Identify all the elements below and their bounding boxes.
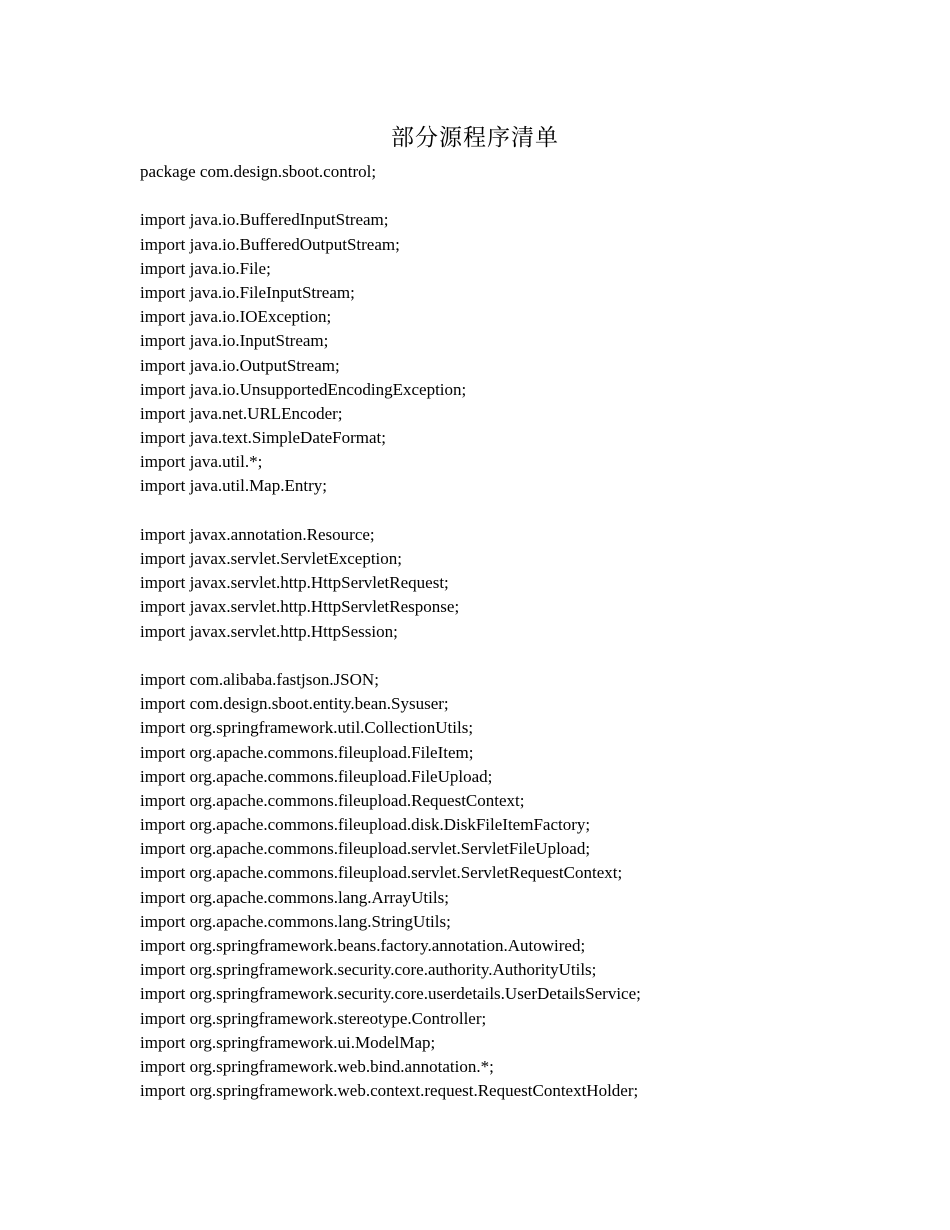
- code-line: package com.design.sboot.control;: [140, 162, 377, 181]
- code-line: import org.springframework.util.CollectionUtils;: [140, 718, 474, 738]
- code-line: import org.springframework.security.core.userdetails.UserDetailsService;: [140, 984, 641, 1004]
- code-line: import javax.servlet.http.HttpServletResponse;: [140, 597, 460, 617]
- code-line: import com.design.sboot.entity.bean.Sysuser;: [140, 694, 449, 714]
- code-line: import org.springframework.ui.ModelMap;: [140, 1032, 436, 1052]
- code-line: import org.springframework.web.context.request.RequestContextHolder;: [140, 1081, 639, 1101]
- code-line: import org.apache.commons.fileupload.RequestContext;: [140, 790, 525, 810]
- code-line: import org.springframework.stereotype.Controller;: [140, 1008, 487, 1028]
- code-line: import javax.annotation.Resource;: [140, 524, 375, 544]
- code-line: import com.alibaba.fastjson.JSON;: [140, 669, 379, 689]
- code-line: import java.io.FileInputStream;: [140, 282, 355, 302]
- code-line: import java.io.InputStream;: [140, 331, 329, 351]
- code-line: import java.util.*;: [140, 452, 263, 472]
- code-line: import org.springframework.web.bind.annotation.*;: [140, 1056, 494, 1076]
- code-line: import javax.servlet.ServletException;: [140, 549, 403, 568]
- code-line: import java.io.IOException;: [140, 307, 332, 327]
- code-line: import java.text.SimpleDateFormat;: [140, 428, 386, 448]
- code-line: import java.io.UnsupportedEncodingException;: [140, 379, 467, 399]
- blank-line: [140, 499, 920, 523]
- code-line: import javax.servlet.http.HttpSession;: [140, 621, 398, 641]
- code-line: import org.apache.commons.lang.ArrayUtils;: [140, 887, 449, 907]
- code-line: import org.apache.commons.fileupload.servlet.ServletFileUpload;: [140, 839, 591, 859]
- code-line: import java.net.URLEncoder;: [140, 403, 343, 423]
- code-line: import java.io.BufferedOutputStream;: [140, 234, 400, 254]
- code-line: import org.springframework.beans.factory.annotation.Autowired;: [140, 936, 586, 955]
- code-listing: [140, 160, 920, 1103]
- code-line: import javax.servlet.http.HttpServletRequest;: [140, 573, 449, 593]
- document-title: 部分源程序清单: [391, 125, 559, 151]
- code-line: import org.apache.commons.fileupload.disk.DiskFileItemFactory;: [140, 815, 591, 835]
- code-line: import org.apache.commons.fileupload.servlet.ServletRequestContext;: [140, 863, 623, 883]
- code-line: import org.apache.commons.fileupload.FileUpload;: [140, 766, 493, 786]
- code-line: import org.springframework.security.core.authority.AuthorityUtils;: [140, 960, 597, 980]
- blank-line: [140, 184, 920, 208]
- code-line: import java.io.OutputStream;: [140, 355, 340, 375]
- code-line: import java.util.Map.Entry;: [140, 476, 327, 496]
- code-line: import org.apache.commons.fileupload.FileItem;: [140, 742, 474, 762]
- code-line: import java.io.File;: [140, 258, 271, 278]
- code-line: import org.apache.commons.lang.StringUtils;: [140, 911, 451, 931]
- blank-line: [140, 644, 920, 668]
- code-line: import java.io.BufferedInputStream;: [140, 210, 389, 230]
